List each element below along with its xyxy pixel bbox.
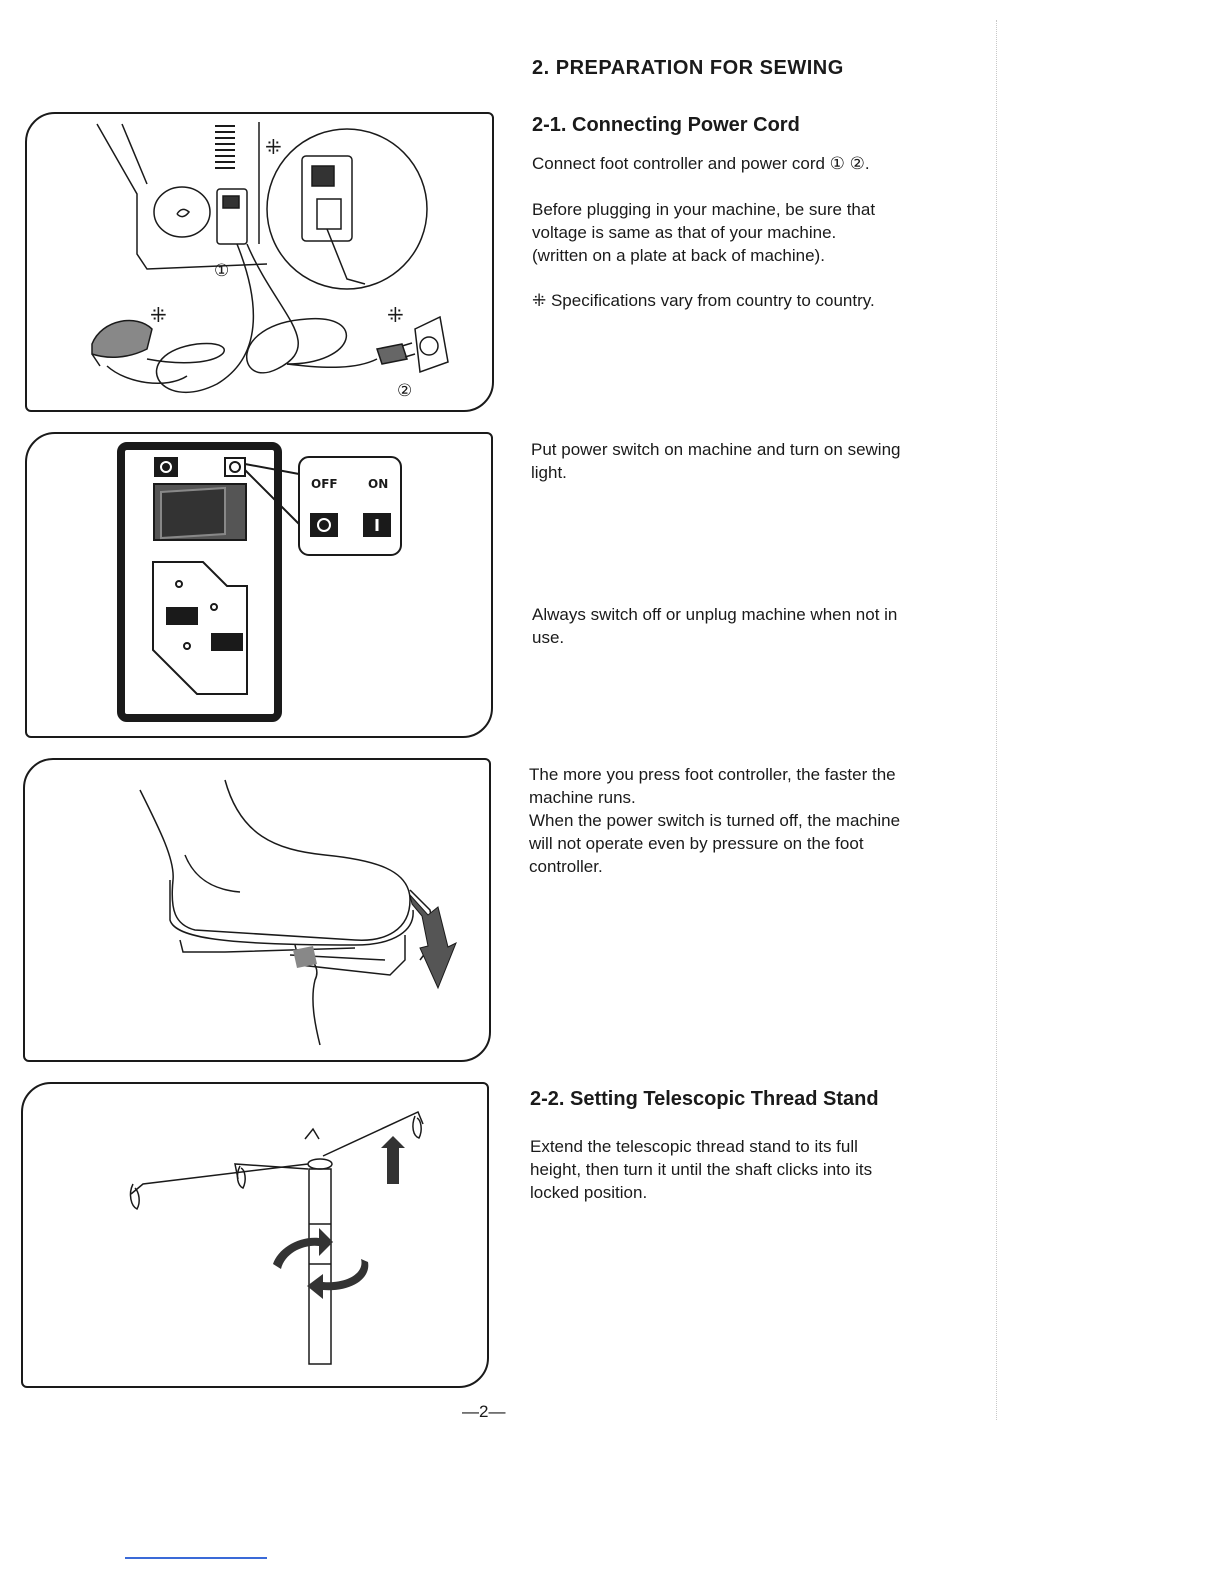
switch-on-label: ON: [368, 477, 389, 491]
switch-line-2: light.: [531, 463, 567, 482]
voltage-warning: [532, 198, 946, 267]
thread-line-3: locked position.: [530, 1183, 648, 1202]
power-switch-instruction: [531, 438, 951, 484]
thread-stand-illustration: [23, 1084, 487, 1386]
voltage-line-1: Before plugging in your machine, be sure that: [532, 200, 876, 219]
foot-line-1: The more you press foot controller, the faster the: [529, 765, 896, 784]
foot-controller-text: [529, 763, 943, 878]
figure-power-cord: [25, 112, 494, 412]
section-title: 2. PREPARATION FOR SEWING: [532, 57, 844, 79]
thread-stand-heading: 2-2. Setting Telescopic Thread Stand: [530, 1088, 879, 1110]
spec-note-text: ⁜ Specifications vary from country to country.: [532, 291, 875, 310]
foot-line-4: will not operate even by pressure on the foot: [529, 834, 864, 853]
thread-stand-text: [530, 1135, 942, 1204]
power-cord-para1: Connect foot controller and power cord ① ②.: [532, 154, 870, 173]
bottom-blue-line: [125, 1557, 267, 1559]
fig1-mark-2: ②: [397, 381, 413, 401]
power-cord-instruction: [532, 152, 952, 175]
switch-off-warning: [532, 603, 952, 649]
voltage-line-2: voltage is same as that of your machine.: [532, 223, 837, 242]
specifications-note: [532, 289, 952, 312]
foot-controller-illustration: [25, 760, 489, 1060]
foot-line-5: controller.: [529, 857, 603, 876]
switch-off-label: OFF: [311, 477, 338, 491]
thread-line-1: Extend the telescopic thread stand to its full: [530, 1137, 858, 1156]
off-line-1: Always switch off or unplug machine when not in: [532, 605, 898, 624]
fig1-asterisk-left: ⁜: [150, 303, 167, 327]
foot-line-3: When the power switch is turned off, the machine: [529, 811, 901, 830]
power-switch-illustration: [27, 434, 491, 736]
scan-edge-rule: [996, 20, 997, 1420]
off-line-2: use.: [532, 628, 565, 647]
power-cord-heading: 2-1. Connecting Power Cord: [532, 114, 800, 136]
switch-line-1: Put power switch on machine and turn on sewing: [531, 440, 901, 459]
figure-power-switch: [25, 432, 493, 738]
fig1-asterisk-top: ⁜: [265, 135, 282, 159]
figure-thread-stand: [21, 1082, 489, 1388]
fig1-mark-1: ①: [214, 261, 230, 281]
page-number: —2—: [462, 1402, 506, 1421]
power-cord-illustration: [27, 114, 492, 410]
voltage-line-3: (written on a plate at back of machine).: [532, 246, 825, 265]
figure-foot-controller: [23, 758, 491, 1062]
foot-line-2: machine runs.: [529, 788, 636, 807]
thread-line-2: height, then turn it until the shaft clicks into its: [530, 1160, 873, 1179]
fig1-asterisk-right: ⁜: [387, 303, 404, 327]
